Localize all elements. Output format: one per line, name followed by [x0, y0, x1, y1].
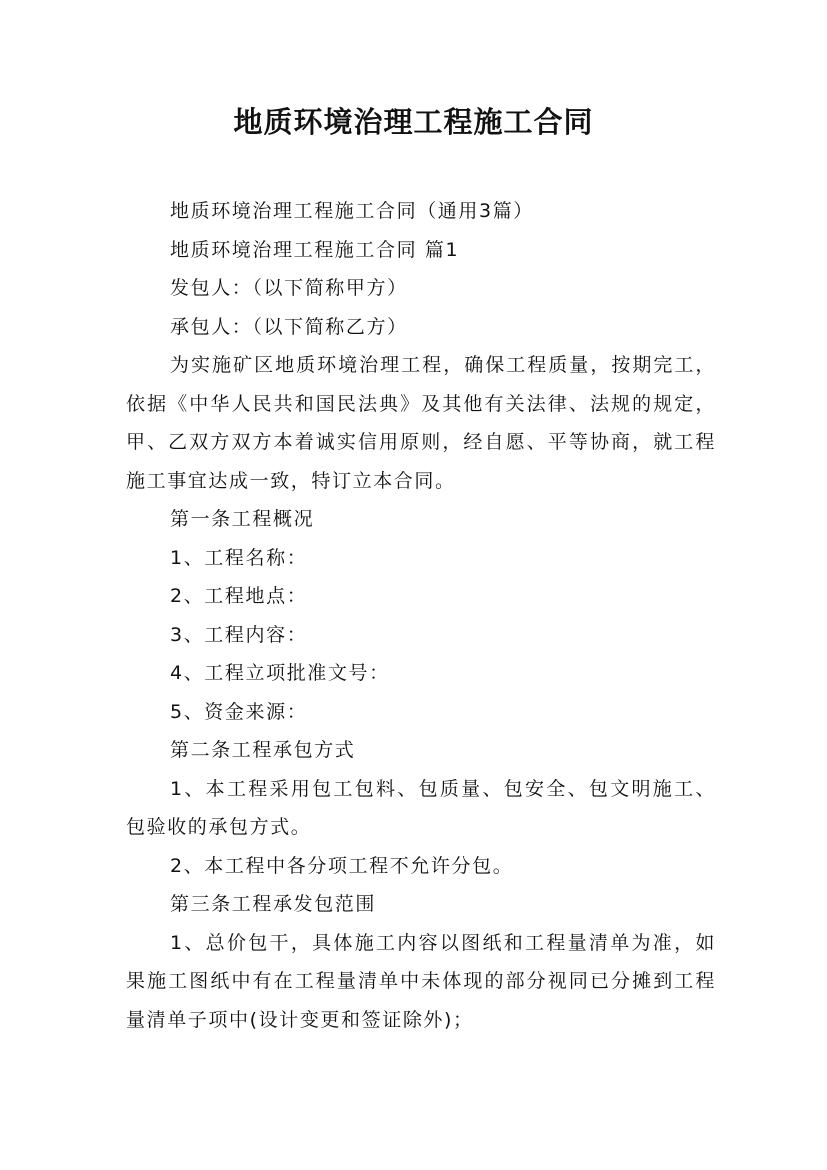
party-b-line: 承包人：（以下简称乙方） — [170, 315, 408, 338]
document-body — [126, 192, 716, 1039]
list-item: 4、工程立项批准文号： — [170, 662, 390, 684]
list-item: 1、总价包干，具体施工内容以图纸和工程量清单为准，如果施工图纸中有在工程量清单中未体现的部分视同已分摊到工程量清单子项中(设计变更和签证除外)； — [126, 931, 716, 1031]
list-item: 2、工程地点： — [170, 585, 308, 607]
article-heading: 第三条工程承发包范围 — [170, 893, 377, 915]
list-item: 2、本工程中各分项工程不允许分包。 — [170, 854, 514, 877]
section-heading: 地质环境治理工程施工合同 篇1 — [170, 238, 460, 261]
party-a-line: 发包人：（以下简称甲方） — [170, 277, 408, 299]
list-item: 5、资金来源： — [170, 700, 308, 723]
list-item: 1、本工程采用包工包料、包质量、包安全、包文明施工、包验收的承包方式。 — [126, 777, 716, 838]
article-heading: 第一条工程概况 — [170, 508, 315, 530]
preamble-paragraph: 为实施矿区地质环境治理工程，确保工程质量，按期完工，依据《中华人民共和国民法典》及其他有关法律、法规的规定，甲、乙双方双方本着诚实信用原则，经自愿、平等协商，就工程施工事宜达成一致，特订立本合同。 — [126, 354, 716, 492]
subtitle-paragraph: 地质环境治理工程施工合同（通用3篇） — [170, 200, 534, 222]
list-item: 3、工程内容： — [170, 623, 308, 646]
list-item: 1、工程名称： — [170, 546, 308, 569]
document-title: 地质环境治理工程施工合同 — [233, 105, 594, 139]
article-heading: 第二条工程承包方式 — [170, 739, 356, 761]
